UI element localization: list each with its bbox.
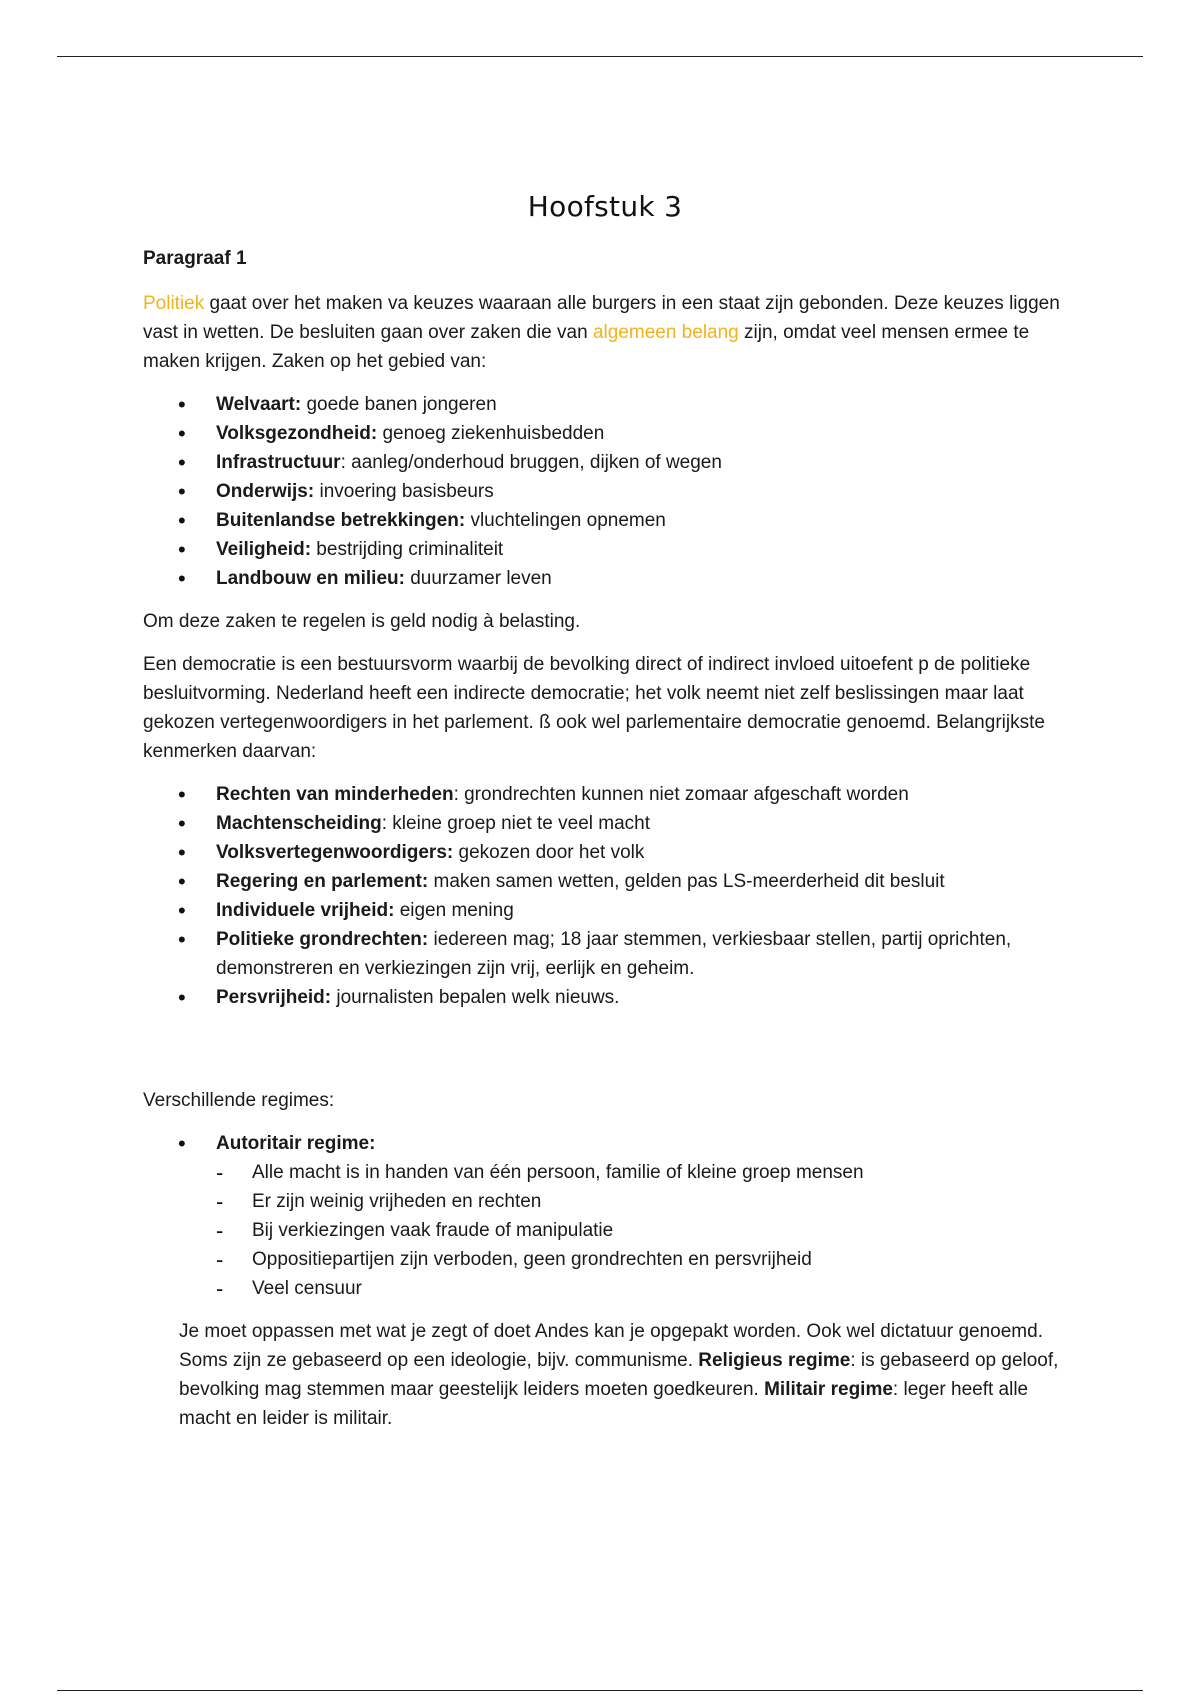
paragraph-heading: Paragraaf 1 [143,248,247,269]
list-item: • Veiligheid: bestrijding criminaliteit [143,535,1063,564]
regimes-heading: Verschillende regimes: [143,1090,335,1111]
list-item: • Onderwijs: invoering basisbeurs [143,477,1063,506]
democracy-features-list [143,780,1063,1012]
list-item: • Individuele vrijheid: eigen mening [143,896,1063,925]
intro-paragraph [143,289,1063,376]
list-item [143,1129,1063,1303]
list-item: • Buitenlandse betrekkingen: vluchtelingen opnemen [143,506,1063,535]
list-item: - Alle macht is in handen van één persoon, familie of kleine groep mensen [216,1158,1063,1187]
money-line: Om deze zaken te regelen is geld nodig à belasting. [143,611,581,632]
page-title: Hoofstuk 3 [527,190,683,223]
list-item: • Infrastructuur: aanleg/onderhoud bruggen, dijken of wegen [143,448,1063,477]
policy-areas-list [143,390,1063,593]
list-item: • Persvrijheid: journalisten bepalen welk nieuws. [143,983,1063,1012]
regime-label: Autoritair regime: [216,1133,376,1154]
intro-text-1: gaat over het maken va keuzes waaraan alle burgers in een staat zijn gebonden. Deze keuzes liggen vast in wetten. De besluiten gaan over zaken die van [143,293,1060,343]
term-religieus-regime: Religieus regime [698,1350,851,1371]
list-item: • Volksvertegenwoordigers: gekozen door het volk [143,838,1063,867]
term-militair-regime: Militair regime [764,1379,893,1400]
list-item: - Er zijn weinig vrijheden en rechten [216,1187,1063,1216]
header-rule [57,56,1143,57]
list-item: • Machtenscheiding: kleine groep niet te veel macht [143,809,1063,838]
document-body [143,244,1063,1433]
list-item: • Landbouw en milieu: duurzamer leven [143,564,1063,593]
list-item: • Welvaart: goede banen jongeren [143,390,1063,419]
regime-points [216,1158,1063,1303]
list-item: - Veel censuur [216,1274,1063,1303]
closing-paragraph: Je moet oppassen met wat je zegt of doet Andes kan je opgepakt worden. Ook wel dictatuur genoemd. Soms zijn ze gebaseerd op een ideologie, bijv. communisme. Religieus regime: is gebaseerd op geloof, bevolking mag stemmen maar geestelijk leiders moeten goedkeuren. Militair regime: leger heeft alle macht en leider is militair. [179,1321,1059,1429]
list-item: • Regering en parlement: maken samen wetten, gelden pas LS-meerderheid dit besluit [143,867,1063,896]
list-item: - Oppositiepartijen zijn verboden, geen grondrechten en persvrijheid [216,1245,1063,1274]
list-item: • Rechten van minderheden: grondrechten kunnen niet zomaar afgeschaft worden [143,780,1063,809]
list-item: • Volksgezondheid: genoeg ziekenhuisbedden [143,419,1063,448]
regimes-list [143,1129,1063,1303]
list-item: • Politieke grondrechten: iedereen mag; 18 jaar stemmen, verkiesbaar stellen, partij oprichten, demonstreren en verkiezingen zijn vrij, eerlijk en geheim. [143,925,1063,983]
spacer [143,1026,1063,1086]
intro-text-2: zijn, omdat veel mensen ermee te maken krijgen. Zaken op het gebied van: [143,322,1030,372]
term-politiek: Politiek [143,293,205,314]
list-item: - Bij verkiezingen vaak fraude of manipulatie [216,1216,1063,1245]
term-algemeen-belang: algemeen belang [592,322,739,343]
footer-rule [57,1690,1143,1691]
democracy-paragraph: Een democratie is een bestuursvorm waarbij de bevolking direct of indirect invloed uitoefent p de politieke besluitvorming. Nederland heeft een indirecte democratie; het volk neemt niet zelf beslissingen maar laat gekozen vertegenwoordigers in het parlement. ß ook wel parlementaire democratie genoemd. Belangrijkste kenmerken daarvan: [143,654,1045,762]
